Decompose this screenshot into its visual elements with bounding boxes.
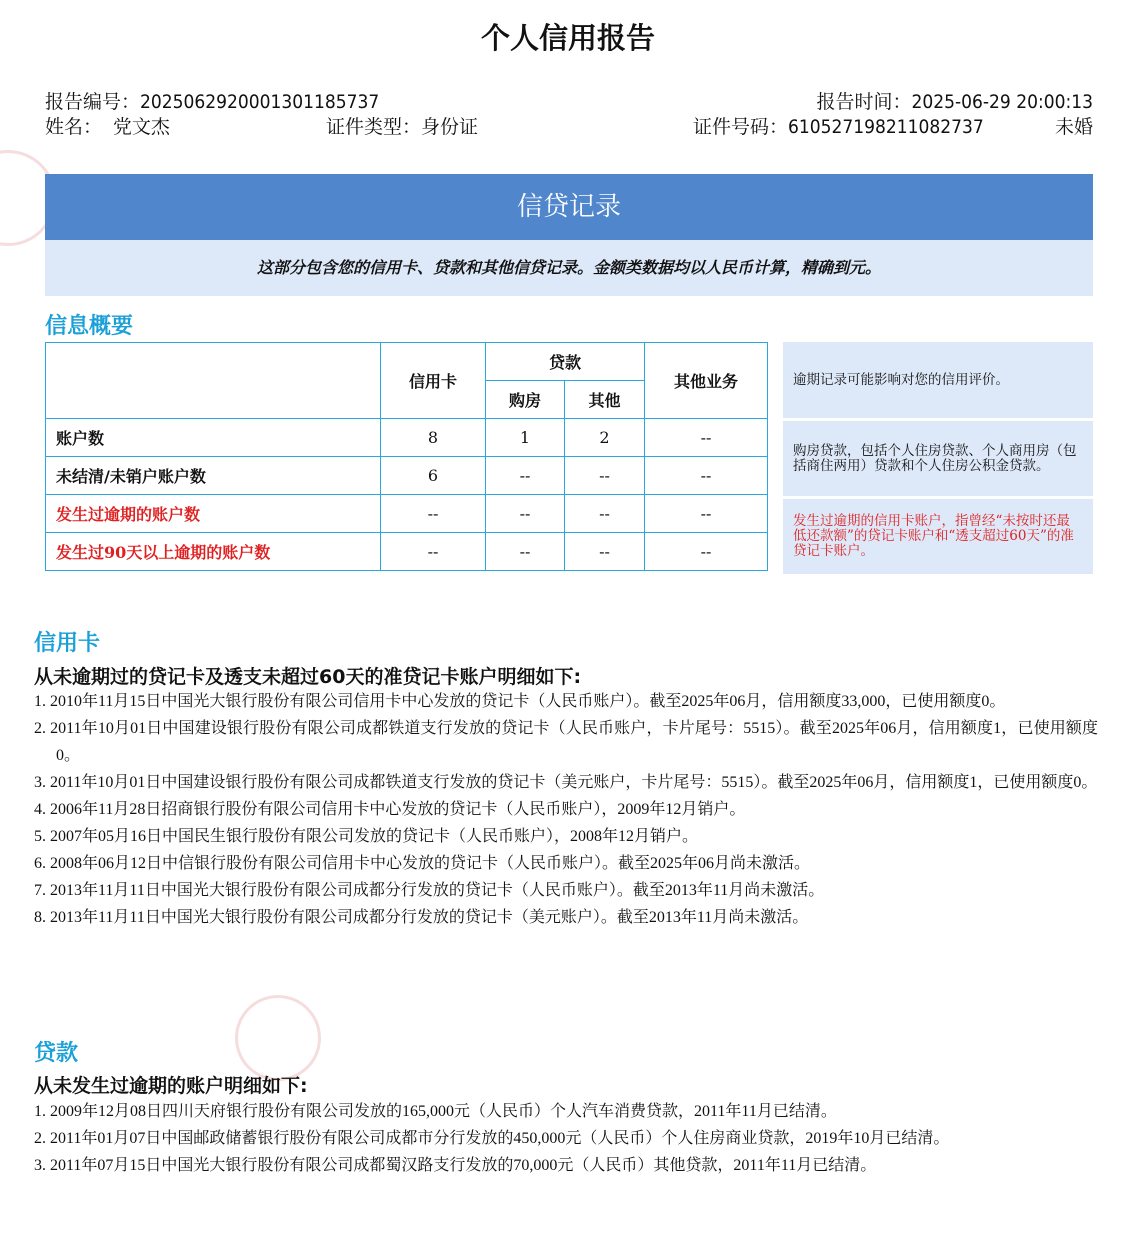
cell: 2 [565,419,645,457]
note-housing-loan [783,421,1093,496]
row-label: 发生过逾期的账户数 [46,495,381,533]
cell: -- [486,457,565,495]
table-row [46,495,768,533]
header-housing: 购房 [486,381,565,419]
corner-cell [46,343,381,419]
credit-card-list [34,688,1098,931]
cell: -- [645,533,768,571]
id-type-value: 身份证 [421,116,479,138]
row-label: 发生过90天以上逾期的账户数 [46,533,381,571]
cell: -- [565,533,645,571]
header-loan: 贷款 [486,343,645,381]
name-label: 姓名： [45,116,103,138]
name-value: 党文杰 [112,116,170,138]
id-type [326,112,478,139]
list-item: 4. 2006年11月28日招商银行股份有限公司信用卡中心发放的贷记卡（人民币账户），2009年12月销户。 [34,801,746,818]
list-item: 1. 2010年11月15日中国光大银行股份有限公司信用卡中心发放的贷记卡（人民币账户）。截至2025年06月，信用额度33,000，已使用额度0。 [34,693,1006,710]
list-item: 7. 2013年11月11日中国光大银行股份有限公司成都分行发放的贷记卡（人民币账户）。截至2013年11月尚未激活。 [34,882,825,899]
list-item: 3. 2011年07月15日中国光大银行股份有限公司成都蜀汉路支行发放的70,000元（人民币）其他贷款，2011年11月已结清。 [34,1157,877,1174]
marital-status: 未婚 [1054,116,1093,138]
loans-subtitle: 从未发生过逾期的账户明细如下: [34,1075,308,1097]
note-overdue [783,342,1093,418]
section-banner: 信贷记录 [45,174,1093,240]
report-time [816,87,1093,114]
header-other-business: 其他业务 [645,343,768,419]
id-number [693,112,984,139]
cell: -- [486,533,565,571]
section-description: 这部分包含您的信用卡、贷款和其他信贷记录。金额类数据均以人民币计算，精确到元。 [45,240,1093,296]
cell: -- [565,495,645,533]
list-item: 1. 2009年12月08日四川天府银行股份有限公司发放的165,000元（人民币）个人汽车消费贷款，2011年11月已结清。 [34,1103,837,1120]
list-item: 6. 2008年06月12日中信银行股份有限公司信用卡中心发放的贷记卡（人民币账户）。截至2025年06月尚未激活。 [34,855,811,872]
table-row [46,533,768,571]
report-number-value: 2025062920001301185737 [140,91,380,113]
list-item: 8. 2013年11月11日中国光大银行股份有限公司成都分行发放的贷记卡（美元账户）。截至2013年11月尚未激活。 [34,909,809,926]
note-text: 发生过逾期的信用卡账户，指曾经“未按时还最低还款额”的贷记卡账户和“透支超过60天”的准贷记卡账户。 [793,513,1074,559]
list-item: 2. 2011年10月01日中国建设银行股份有限公司成都铁道支行发放的贷记卡（人民币账户，卡片尾号：5515）。截至2025年06月，信用额度1，已使用额度0。 [34,720,1098,764]
row-label: 未结清/未销户账户数 [46,457,381,495]
cell: -- [486,495,565,533]
report-number [45,87,379,114]
cell: -- [645,495,768,533]
header-other: 其他 [565,381,645,419]
overview-table [45,342,768,571]
cell: -- [645,457,768,495]
note-overdue-card [783,499,1093,574]
id-number-value: 610527198211082737 [788,116,984,138]
report-time-label: 报告时间： [816,91,912,113]
overview-title: 信息概要 [45,314,134,339]
credit-card-subtitle: 从未逾期过的贷记卡及透支未超过60天的准贷记卡账户明细如下: [34,666,582,688]
watermark-seal [235,995,321,1081]
table-row [46,457,768,495]
id-number-label: 证件号码： [693,116,789,138]
credit-card-title: 信用卡 [34,631,101,656]
header-credit-card: 信用卡 [381,343,486,419]
list-item: 3. 2011年10月01日中国建设银行股份有限公司成都铁道支行发放的贷记卡（美元账户，卡片尾号：5515）。截至2025年06月，信用额度1，已使用额度0。 [34,774,1098,791]
loans-list [34,1098,1098,1179]
report-time-value: 2025-06-29 20:00:13 [911,91,1093,113]
note-text: 购房贷款，包括个人住房贷款、个人商用房（包括商住两用）贷款和个人住房公积金贷款。 [793,442,1077,474]
cell: 1 [486,419,565,457]
table-row [46,419,768,457]
note-text: 逾期记录可能影响对您的信用评价。 [793,371,1009,388]
cell: -- [381,495,486,533]
id-type-label: 证件类型： [326,116,422,138]
row-label: 账户数 [46,419,381,457]
name [45,112,170,139]
list-item: 5. 2007年05月16日中国民生银行股份有限公司发放的贷记卡（人民币账户），2008年12月销户。 [34,828,699,845]
page-title: 个人信用报告 [480,21,655,55]
report-number-label: 报告编号： [45,91,141,113]
loans-title: 贷款 [34,1041,79,1066]
cell: 8 [381,419,486,457]
cell: 6 [381,457,486,495]
cell: -- [565,457,645,495]
list-item: 2. 2011年01月07日中国邮政储蓄银行股份有限公司成都市分行发放的450,000元（人民币）个人住房商业贷款，2019年10月已结清。 [34,1130,950,1147]
cell: -- [381,533,486,571]
cell: -- [645,419,768,457]
